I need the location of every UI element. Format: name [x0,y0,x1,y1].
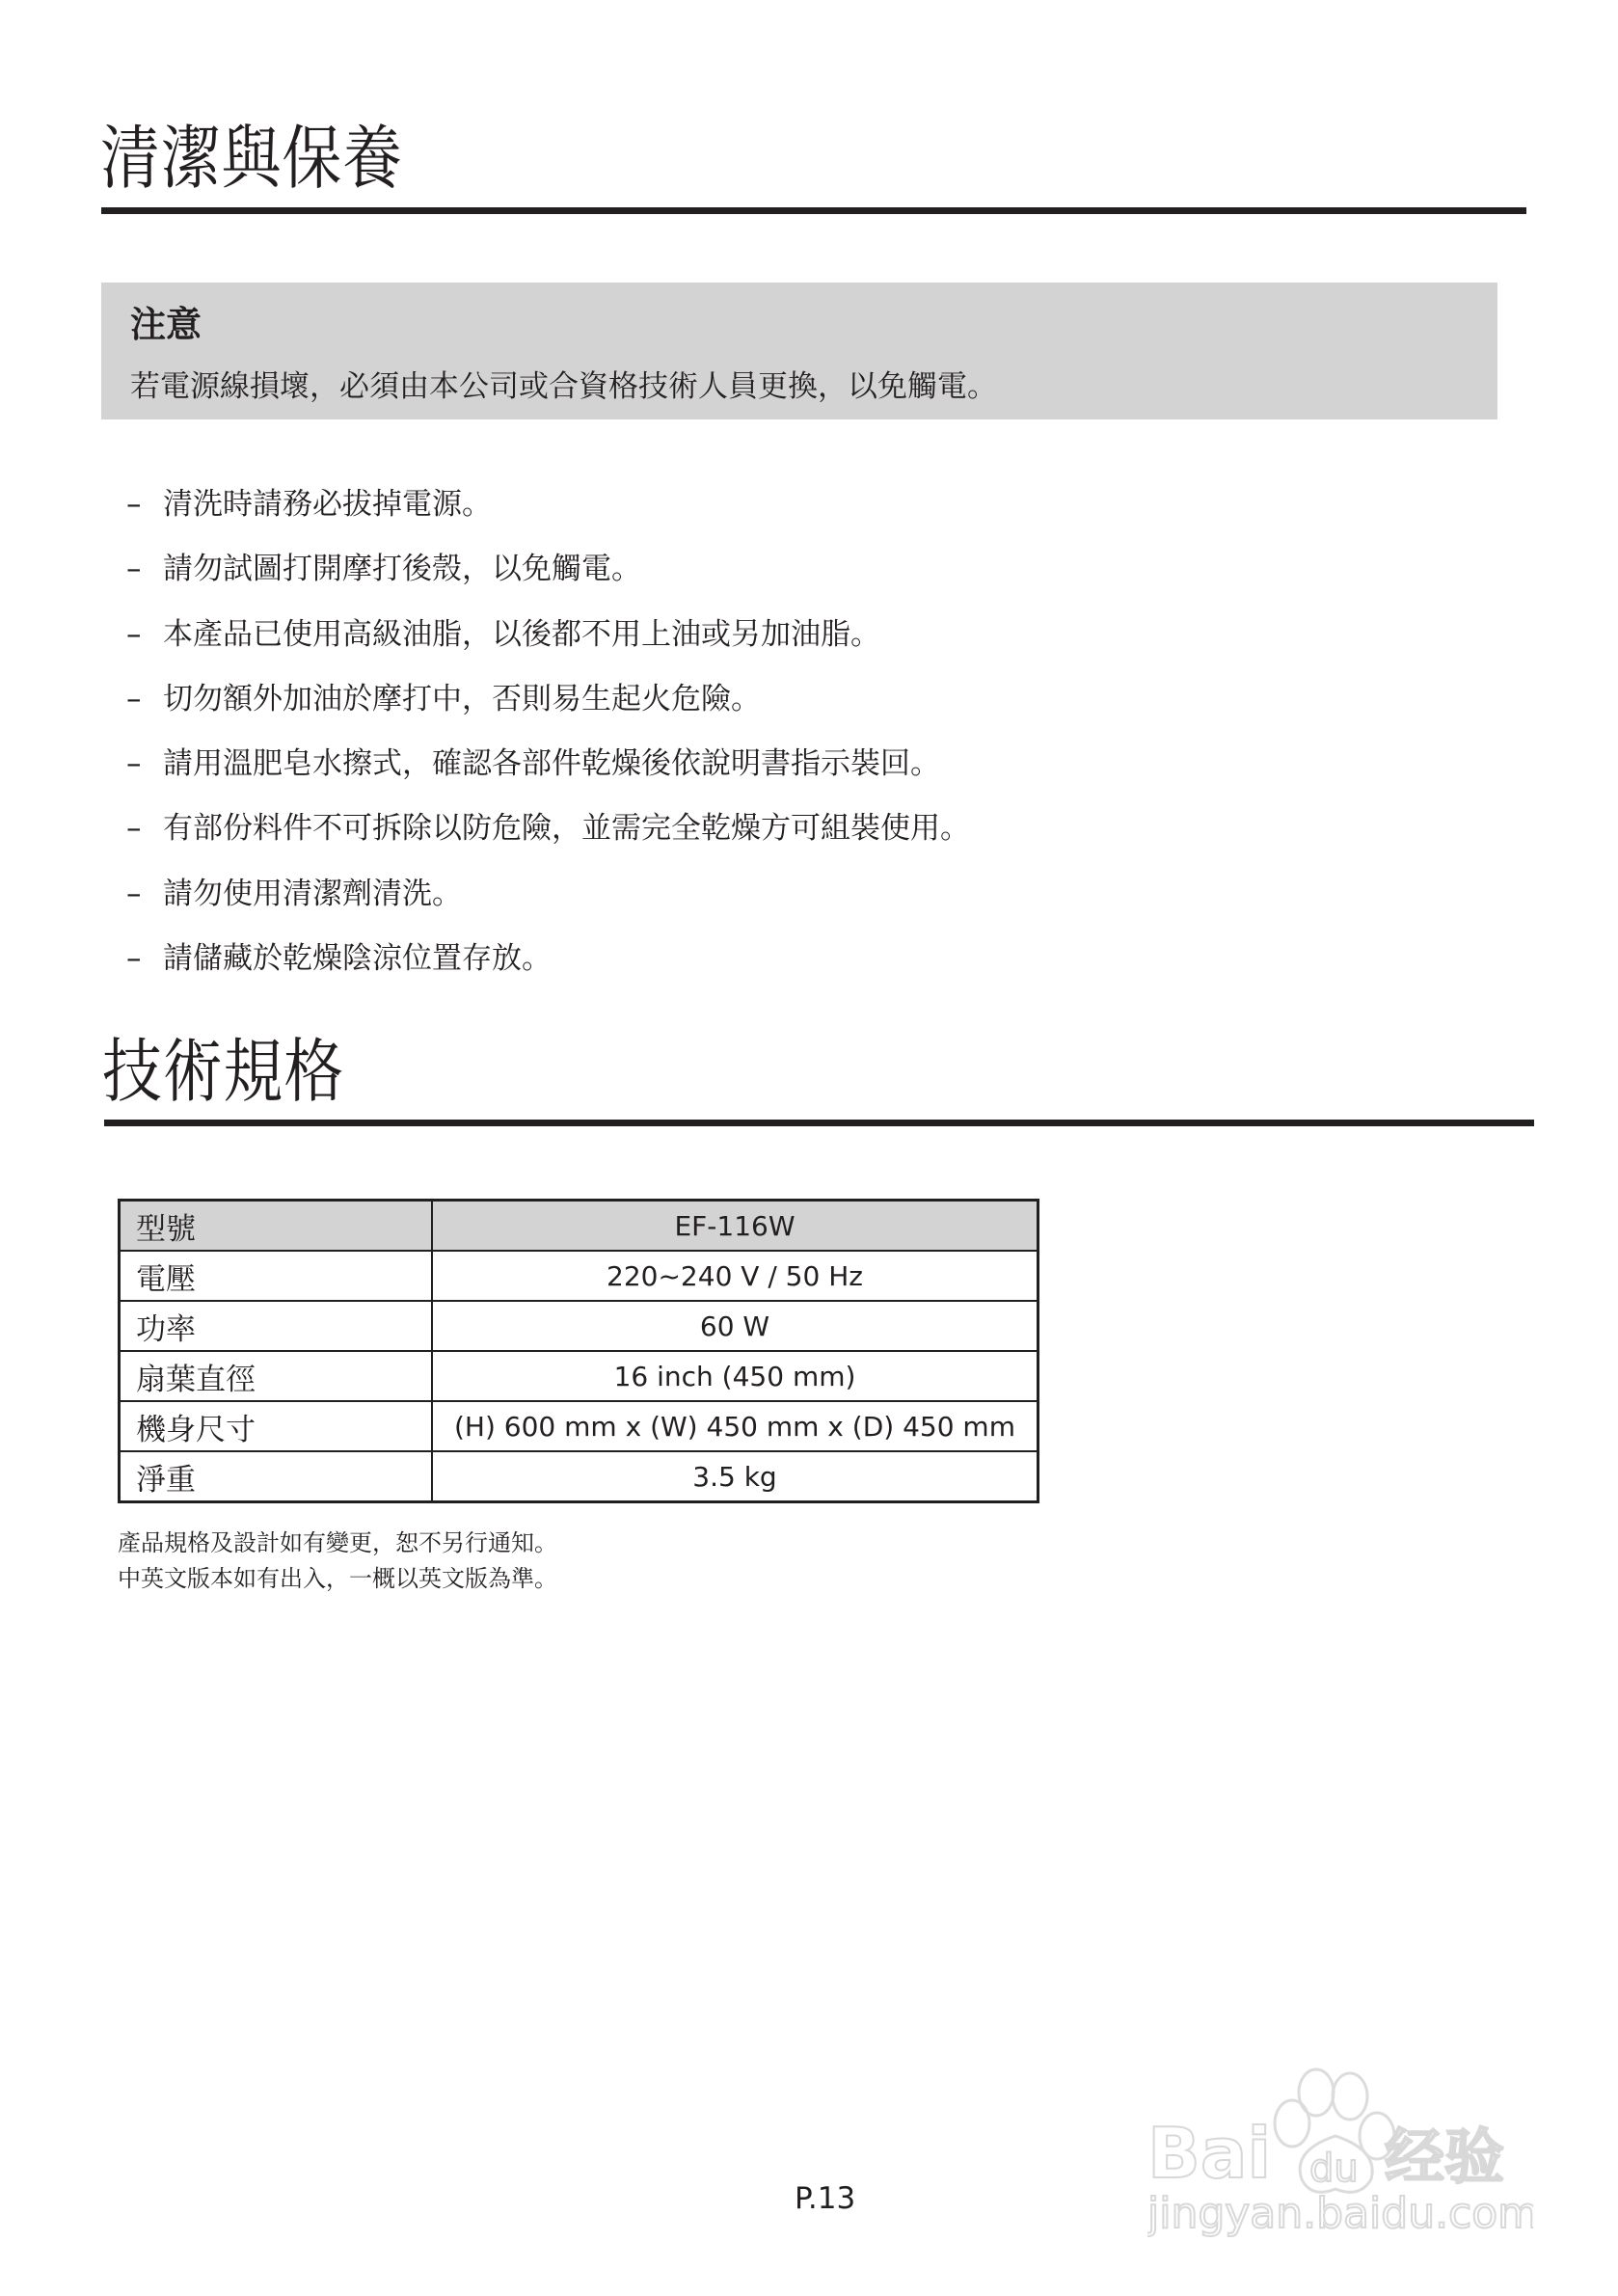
section-title-specs: 技術規格 [102,1031,345,1112]
svg-text:经验: 经验 [1385,2121,1505,2192]
table-row [120,1401,1038,1451]
spec-label: 型號 [120,1201,433,1252]
section-title-cleaning: 清潔與保養 [100,118,403,199]
list-item: – 有部份料件不可拆除以防危險，並需完全乾燥方可組裝使用。 [126,804,970,869]
dash-icon: – [126,552,142,587]
svg-text:Bai: Bai [1147,2113,1272,2194]
spec-value: 3.5 kg [432,1451,1038,1502]
spec-value: 220~240 V / 50 Hz [432,1251,1038,1301]
footnote-line: 產品規格及設計如有變更，恕不另行通知。 [118,1529,557,1556]
dash-icon: – [126,681,142,716]
spec-value: 16 inch (450 mm) [432,1351,1038,1401]
spec-value: 60 W [432,1301,1038,1351]
page-number: P.13 [795,2181,856,2216]
caution-box [101,283,1497,419]
spec-label: 淨重 [120,1451,433,1502]
list-item: – 本產品已使用高級油脂，以後都不用上油或另加油脂。 [126,610,970,675]
section-divider [104,1120,1534,1126]
dash-icon: – [126,487,142,522]
list-item: – 切勿額外加油於摩打中，否則易生起火危險。 [126,675,970,740]
dash-icon: – [126,876,142,911]
caution-title: 注意 [130,304,202,345]
table-row [120,1351,1038,1401]
table-row [120,1301,1038,1351]
paw-logo-icon [1147,2054,1533,2247]
dash-icon: – [126,941,142,977]
spec-value: (H) 600 mm x (W) 450 mm x (D) 450 mm [432,1401,1038,1451]
list-item: – 請勿使用清潔劑清洗。 [126,870,970,934]
spec-label: 扇葉直徑 [120,1351,433,1401]
caution-text: 若電源線損壞，必須由本公司或合資格技術人員更換，以免觸電。 [130,369,997,404]
table-row [120,1201,1038,1252]
care-instructions-list [126,480,970,999]
dash-icon: – [126,811,142,847]
footnote-line: 中英文版本如有出入，一概以英文版為準。 [118,1565,557,1592]
svg-text:du: du [1309,2147,1359,2191]
table-row [120,1451,1038,1502]
spec-value: EF-116W [432,1201,1038,1252]
section-divider [101,207,1526,214]
baidu-watermark [1147,2054,1533,2247]
list-item: – 請儲藏於乾燥陰涼位置存放。 [126,934,970,999]
list-item: – 請勿試圖打開摩打後殼，以免觸電。 [126,545,970,609]
spec-label: 電壓 [120,1251,433,1301]
spec-label: 功率 [120,1301,433,1351]
dash-icon: – [126,746,142,782]
list-item: – 請用溫肥皂水擦式，確認各部件乾燥後依說明書指示裝回。 [126,740,970,804]
table-row [120,1251,1038,1301]
spec-footnotes [118,1526,557,1597]
spec-table [118,1199,1039,1503]
list-item: – 清洗時請務必拔掉電源。 [126,480,970,545]
svg-text:jingyan.baidu.com: jingyan.baidu.com [1147,2189,1533,2238]
dash-icon: – [126,616,142,652]
spec-label: 機身尺寸 [120,1401,433,1451]
